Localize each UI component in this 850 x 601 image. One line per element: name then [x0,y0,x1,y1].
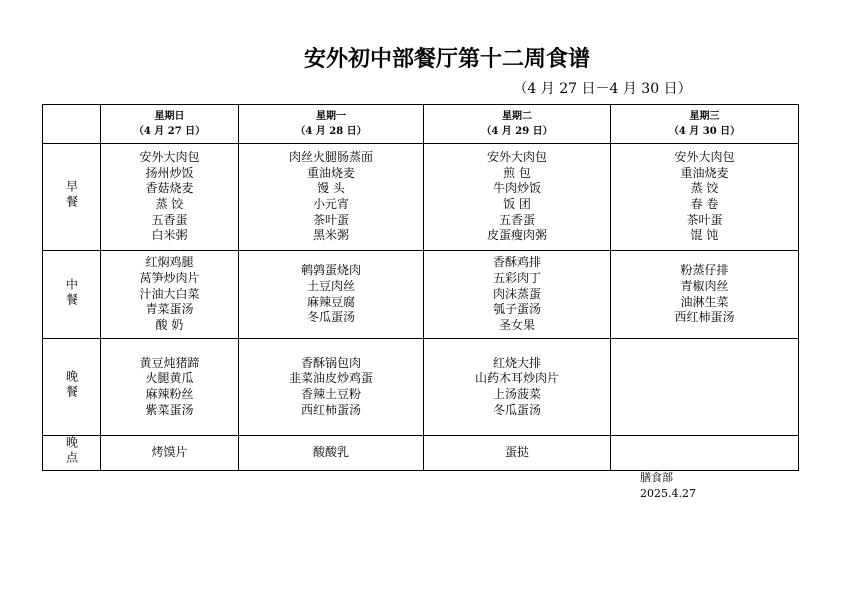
menu-item-list [239,263,423,326]
menu-item: 紫菜蛋汤 [145,402,194,417]
menu-cell [424,339,611,436]
menu-item: 烤馍片 [151,445,188,460]
menu-item: 韭菜油皮炒鸡蛋 [288,371,373,386]
meal-label-cell [43,144,101,251]
menu-item: 白米粥 [151,228,188,243]
menu-item: 麻辣粉丝 [145,387,194,401]
meal-label-cell [43,251,101,339]
menu-item-list [239,356,423,419]
menu-cell [611,144,799,251]
meal-row-snack [43,436,799,471]
menu-item: 扬州炒饭 [145,165,194,180]
menu-item: 煎 包 [503,165,531,180]
day-header-monday [239,105,424,144]
menu-item: 香酥鸡排 [492,255,541,270]
menu-item: 麻辣豆腐 [306,294,355,309]
menu-item: 蒸 饺 [690,181,719,196]
menu-item: 酸酸乳 [312,445,349,460]
menu-item-list [101,255,238,334]
menu-item-list [424,150,610,244]
menu-item: 油淋生菜 [680,294,729,309]
menu-item: 重油烧麦 [306,165,355,180]
menu-item: 茶叶蛋 [686,212,723,227]
menu-item: 饭 团 [503,197,531,211]
date-range: （4 月 27 日－4 月 30 日） [513,81,692,97]
menu-item-list [101,150,238,244]
meal-label-cell [43,339,101,436]
menu-cell [424,144,611,251]
menu-item: 香辣土豆粉 [300,387,361,401]
table-header-row [43,105,799,144]
menu-item: 鹌鹑蛋烧肉 [300,263,361,278]
menu-item: 西红柿蛋汤 [674,310,735,325]
footer-date: 2025.4.27 [640,487,696,500]
menu-item-list [424,356,610,419]
page-title: 安外初中部餐厅第十二周食谱 [303,46,590,72]
menu-cell [424,436,611,471]
meal-label-lunch: 中餐 [64,277,79,308]
menu-cell [239,144,424,251]
menu-cell [101,436,239,471]
menu-item: 茶叶蛋 [312,212,349,227]
menu-item: 五香蛋 [151,212,188,227]
meal-label-snack: 晚点 [64,436,79,466]
menu-item-list [101,445,238,461]
day-date: （4 月 29 日） [481,126,553,137]
menu-item: 五彩肉丁 [492,270,541,285]
menu-item-list [611,150,798,244]
menu-item: 牛肉炒饭 [492,181,541,196]
day-name: 星期日 [154,111,185,122]
menu-cell [101,251,239,339]
menu-item: 馒 头 [317,181,345,196]
corner-cell [43,105,101,144]
menu-item: 青椒肉丝 [680,278,729,293]
day-header-wednesday [611,105,799,144]
menu-item: 山药木耳炒肉片 [474,371,559,386]
meal-label-dinner: 晚餐 [64,370,79,400]
meal-row-breakfast [43,144,799,251]
menu-item-list [611,263,798,326]
day-date: （4 月 30 日） [668,126,741,137]
menu-item: 青菜蛋汤 [145,302,194,317]
menu-cell [239,339,424,436]
menu-item: 春 卷 [690,197,719,211]
menu-item: 土豆肉丝 [306,278,355,293]
menu-item: 粉蒸仔排 [680,263,729,278]
menu-item: 红焖鸡腿 [145,255,194,270]
menu-cell [611,251,799,339]
menu-item: 肉丝火腿肠蒸面 [288,149,373,164]
menu-item-list [424,445,610,461]
menu-cell [611,436,799,471]
menu-item: 安外大肉包 [139,149,200,164]
menu-item: 西红柿蛋汤 [300,402,361,417]
menu-item: 冬瓜蛋汤 [306,310,355,325]
menu-item: 重油烧麦 [680,165,729,180]
menu-item: 香菇烧麦 [145,181,194,196]
menu-item: 馄 饨 [690,228,719,243]
menu-item: 黑米粥 [312,228,349,243]
menu-item: 圣女果 [498,318,535,333]
footer-department: 膳食部 [640,471,673,484]
menu-item-list [424,255,610,334]
meal-label-cell [43,436,101,471]
menu-cell [239,436,424,471]
menu-item: 黄豆炖猪蹄 [139,355,200,370]
day-header-tuesday [424,105,611,144]
menu-item: 莴笋炒肉片 [139,270,200,285]
day-name: 星期三 [689,111,720,122]
weekly-menu-table [42,104,799,471]
meal-label-breakfast: 早餐 [64,180,79,210]
menu-item-list [239,445,423,461]
menu-cell [611,339,799,436]
day-name: 星期一 [316,111,346,122]
menu-item: 蒸 饺 [155,197,184,211]
menu-item: 火腿黄瓜 [145,371,194,386]
menu-item: 冬瓜蛋汤 [492,402,541,417]
menu-item-list [239,150,423,244]
menu-item: 安外大肉包 [674,149,735,164]
menu-item: 安外大肉包 [486,149,547,164]
menu-item: 瓠子蛋汤 [492,302,541,317]
menu-item: 酸 奶 [155,318,184,333]
menu-item: 皮蛋瘦肉粥 [486,228,547,243]
menu-cell [239,251,424,339]
menu-item: 小元宵 [312,197,349,211]
menu-item: 肉沫蒸蛋 [492,286,541,301]
menu-cell [101,144,239,251]
menu-item: 蛋挞 [504,445,529,460]
meal-row-dinner [43,339,799,436]
meal-row-lunch [43,251,799,339]
day-date: （4 月 27 日） [133,126,206,137]
menu-item: 红烧大排 [492,355,541,370]
day-header-sunday [101,105,239,144]
menu-item: 汁油大白菜 [139,286,200,301]
menu-item-list [101,356,238,419]
menu-cell [101,339,239,436]
menu-item: 上汤菠菜 [492,387,541,401]
day-date: （4 月 28 日） [295,126,367,137]
day-name: 星期二 [502,111,532,122]
menu-item: 香酥锅包肉 [300,355,361,370]
menu-item: 五香蛋 [498,212,535,227]
menu-cell [424,251,611,339]
